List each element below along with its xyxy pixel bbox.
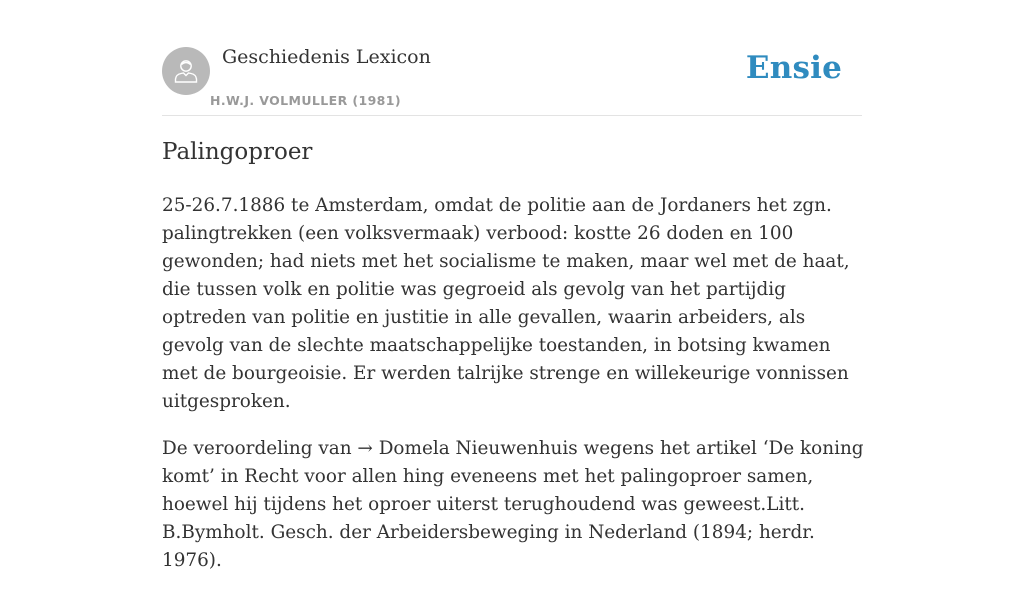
paragraph-2-text-after: wegens het artikel ‘De koning komt’ in Recht voor allen hing eveneens met het palingoproer samen, hoewel hij tijdens het oproer uiterst terughoudend was geweest.Litt. B.Bymholt. Gesch. der Arbeidersbeweging in Nederland (1894; herdr. 1976).: [162, 438, 864, 571]
author-avatar[interactable]: [162, 47, 210, 95]
brand-logo[interactable]: Ensie: [745, 50, 842, 86]
article-paragraph-1: 25-26.7.1886 te Amsterdam, omdat de politie aan de Jordaners het zgn. palingtrekken (een volksvermaak) verbood: kostte 26 doden en 100 gewonden; had niets met het socialisme te maken, maar wel met de haat, die tussen volk en politie was gegroeid als gevolg van het partijdig optreden van politie en justitie in alle gevallen, waarin arbeiders, als gevolg van de slechte maatschappelijke toestanden, in botsing kwamen met de bourgeoisie. Er werden talrijke strenge en willekeurige vonnissen uitgesproken.: [162, 195, 850, 412]
article-title: Palingoproer: [162, 139, 313, 165]
source-header: [162, 0, 862, 116]
source-author: H.W.J. VOLMULLER (1981): [210, 93, 401, 108]
page-container: [162, 0, 864, 571]
paragraph-2-text-before: De veroordeling van: [162, 438, 358, 459]
article-paragraph-2: [162, 435, 867, 575]
domela-nieuwenhuis-link[interactable]: Domela Nieuwenhuis: [378, 438, 578, 459]
arrow-right-icon: →: [357, 438, 373, 459]
source-title-link[interactable]: Geschiedenis Lexicon: [222, 46, 431, 68]
article-body: [162, 192, 867, 594]
user-silhouette-icon: [171, 56, 201, 86]
